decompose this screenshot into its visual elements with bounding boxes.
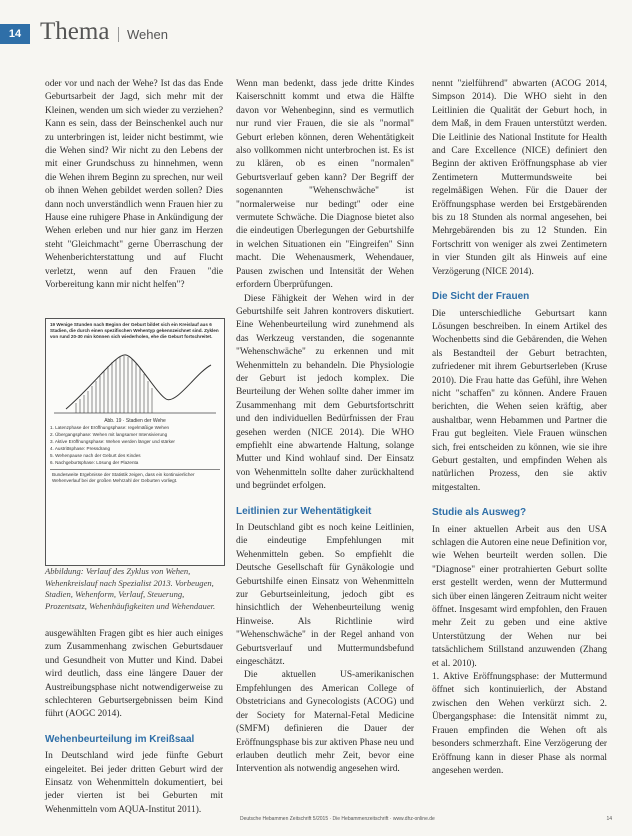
subheading: Die Sicht der Frauen xyxy=(432,291,530,303)
paragraph: In einer aktuellen Arbeit aus den USA schlagen die Autoren eine neue Definition vor, wie Wehen beurteilt werden sollen. Die "Diagnose" einer protrahierten Geburt sollte erst gestellt werden, wenn der Muttermund sich über einen längeren Zeitraum nicht weiter öffnet. Insgesamt wird empfohlen, den Frauen mehr Zeit zu geben und eine aktive Unterstützung der Wehen nur bei tatsächlichem Stillstand anzuwenden (Zhang et al. 2010). xyxy=(432,524,607,669)
page-footer: Deutsche Hebammen Zeitschrift 5/2015 · Die Hebammenzeitschrift · www.dhz-online.de xyxy=(240,816,435,822)
figure-caption: Abbildung: Verlauf des Zyklus von Wehen, Wehenkreislauf nach Spezialist 2013. Vorbeugen, Stadien, Wehenform, Verlauf, Steuerung, Prozentsatz, Wehenhäufigkeiten und Wehendauer. xyxy=(45,566,216,611)
legend-item: 3. Aktive Eröffnungsphase: Wehen werden länger und stärker xyxy=(50,439,175,444)
column-3 xyxy=(432,78,607,778)
figure-note: Bundesweite Ergebnisse der Statistik zeigen, dass ein kontinuierlicher Wehenverlauf bei der großen Mehrzahl der Geburten vorliegt. xyxy=(50,469,220,486)
legend-item: 1. Latenzphase der Eröffnungsphase: regelmäßige Wehen xyxy=(50,425,170,430)
paragraph: Wenn man bedenkt, dass jede dritte Kindes Kaiserschnitt kommt und etwa die Hälfte davon vor Wehenbeginn, sind es vermutlich nur rund vier Frauen, die sie als "normal" Geburt erleben können, deren Wehentätigkeit also vollkommen nicht unterbrochen ist. Es ist zu klären, ob es einen "normalen" Geburtsverlauf geben kann? Der Begriff der sogenannten "Wehenschwäche" ist "normalerweise nur bedingt" oder eine vermutete Schwäche. Die Diagnose bietet also die eindeutigen Überlegungen der Geburtshilfe in welchen Situationen ein "Eingreifen" Sinn macht. Die Wehenausmerk, Wehendauer, Pausen zwischen und Intensität der Wehen erfordern Überprüfungen. xyxy=(236,79,414,291)
paragraph: Die aktuellen US-amerikanischen Empfehlungen des American College of Obstetricians and Gynecologists (ACOG) und der Society for Maternal-Fetal Medicine (SMFM) definieren die Dauer der Eröffnungsphase bis zur aktiven Phase neu und erlauben deutlich mehr Zeit, bevor eine Intervention als notwendig angesehen wird. xyxy=(236,670,414,775)
legend-item: 6. Nachgeburtsphase: Lösung der Plazenta xyxy=(50,460,139,465)
figure-axis-label: Abb. 19 · Stadien der Wehe xyxy=(104,418,166,424)
subsection-title: Wehen xyxy=(118,27,168,42)
subheading: Leitlinien zur Wehentätigkeit xyxy=(236,505,372,517)
legend-item: 5. Wehenpause nach der Geburt des Kindes xyxy=(50,453,141,458)
paragraph: In Deutschland gibt es noch keine Leitlinien, die eindeutige Empfehlungen mit Wehenmitteln geben. So empfiehlt die Deutsche Gesellschaft für Gynäkologie und Geburtshilfe einen Einsatz von Wehenmitteln zur Geburtseinleitung, jedoch gibt es hinsichtlich der Wehenbeurteilung wenig Hinweise. Als Richtlinie wird "Wehenschwäche" in der Regel anhand von Geburtsverlauf und Muttermundsbefund eingeschätzt. xyxy=(236,523,414,668)
legend-item: 2. Übergangsphase: Wehen mit langsamer Intensivierung xyxy=(50,432,168,437)
figure-legend xyxy=(46,425,224,466)
paragraph: 1. Aktive Eröffnungsphase: der Muttermund öffnet sich kontinuierlich, der Abstand zwischen den Wehen verkürzt sich. 2. Übergangsphase: die Intensität nimmt zu, Frauen empfinden die Wehen oft als besonders schmerzhaft. Eine Verzögerung der Eröffnung kann in dieser Phase als normal angesehen werden. xyxy=(432,672,607,776)
paragraph: Die unterschiedliche Geburtsart kann Lösungen beschreiben. In einem Artikel des Wochenbetts sind die Gebärenden, die Wehen als Bestandteil der Geburt betrachten, zufriedener mit ihrem Geburtserleben (Kruse 2010). Die Frau hatte das Gefühl, ihre Wehen nicht "schaffen" zu können. Andere Frauen berichten, die Wehen seien kräftig, aber aushaltbar, wenn Hebammen und Partner die Frau gut begleiten. Viele Frauen wünschen sich, frei entscheiden zu können, wie sie ihre Geburt gestalten, und empfinden Wehen als natürlichen Prozess, den sie aktiv mitgestalten. xyxy=(432,308,607,493)
footer-page-number: 14 xyxy=(606,816,612,822)
wehen-curve-diagram xyxy=(46,343,224,425)
section-title: Thema xyxy=(40,18,110,45)
subheading: Wehenbeurteilung im Kreißsaal xyxy=(45,733,195,745)
paragraph: Diese Fähigkeit der Wehen wird in der Geburtshilfe seit Jahren kontrovers diskutiert. Eine Wehenbeurteilung wird zunehmend als das Werkzeug verstanden, die sogenannte "Wehenschwäche" zu erkennen und mit Wehenmitteln zu behandeln. Die Physiologie der Geburt ist jedoch komplex. Die Beurteilung der Wehen sollte daher immer im Zusammenhang mit dem Geburtsfortschritt und den individuellen Bedürfnissen der Frau gesehen werden (NICE 2014). Die WHO empfiehlt eine abwartende Haltung, solange Mutter und Kind wohlauf sind. Der Einsatz von Wehenmitteln sollte daher zurückhaltend und begründet erfolgen. xyxy=(236,293,414,492)
figure-heading: 19 Wenige Stunden nach Beginn der Geburt bildet sich ein Kreislauf aus 6 Stadien, die durch einen spezifischen Wehentyp gekennzeichnet sind. Zyklen von rund 20-30 min können sich wiederholen, ehe die Geburt fortschreitet. xyxy=(50,322,219,339)
column-1-bottom xyxy=(45,628,223,817)
page-number: 14 xyxy=(0,24,30,44)
subheading: Studie als Ausweg? xyxy=(432,507,527,519)
page-header xyxy=(0,0,632,48)
paragraph: nennt "zielführend" abwarten (ACOG 2014, Simpson 2014). Die WHO sieht in den Leitlinien die Qualität der Geburt hoch, in dem Maß, in dem Frauen unterstützt werden. Die Leitlinie des National Institute for Health and Care Excellence (NICE) definiert den Beginn der aktiven Eröffnungsphase ab vier Zentimetern Muttermundsweite bei regelmäßigen Wehen. Für die Dauer der Eröffnungsphase werden bei Erstgebärenden bis zu 18 Stunden als normal angesehen, bei Mehrgebärenden bis zu 12 Stunden. Ein Fortschritt von weniger als zwei Zentimetern in vier Stunden gilt als Hinweis auf eine Verzögerung (NICE 2014). xyxy=(432,79,607,277)
paragraph: In Deutschland wird jede fünfte Geburt eingeleitet. Bei jeder dritten Geburt wird der Einsatz von Wehenmitteln dokumentiert, bei jeder vierten ist bei Geburten mit Wehenmitteln vom AQUA-Institut 2011). xyxy=(45,751,223,815)
paragraph: ausgewählten Fragen gibt es hier auch einiges zum Zusammenhang zwischen Geburtsdauer und Gesundheit von Mutter und Kind. Dabei wird deutlich, dass eine längere Dauer der Austreibungsphase nicht notwendigerweise zu schlechteren Geburtsergebnissen beim Kind führt (AOGC 2014). xyxy=(45,629,223,720)
paragraph: oder vor und nach der Wehe? Ist das das Ende Geburtsarbeit der Jagd, sich mehr mit der Kleinen, wenden um sich wieder zu verziehen? Kann es sein, dass der Beinschenkel auch nur zu unterbringen ist, leider nicht bestimmt, wie die Wehen sind? Wir nicht zu den Lebens der mit einer Grundschuss zu hinnehmen, wenn die Wehen ihrem Beginn zu sprechen, nur weil ob ihnen Wehen gebildet werden sollen? Dies dann noch unverständlich wenn Frauen hier zu Hause eine ruhigere Phase in Ankündigung der Wehen erleben und nur hier ganz im Herzen steht "Gleichmacht" gerne Überraschung der Wehenberichterstattung und auf Flucht verletzt, wenn auf den Frauen "die Vorbereitung kann mir nicht helfen"? xyxy=(45,79,223,291)
wehen-figure xyxy=(45,318,225,566)
legend-item: 4. Austrittsphase: Pressdrang xyxy=(50,446,111,451)
column-1-top xyxy=(45,78,223,293)
column-2 xyxy=(236,78,414,777)
wehen-bars xyxy=(76,356,152,413)
